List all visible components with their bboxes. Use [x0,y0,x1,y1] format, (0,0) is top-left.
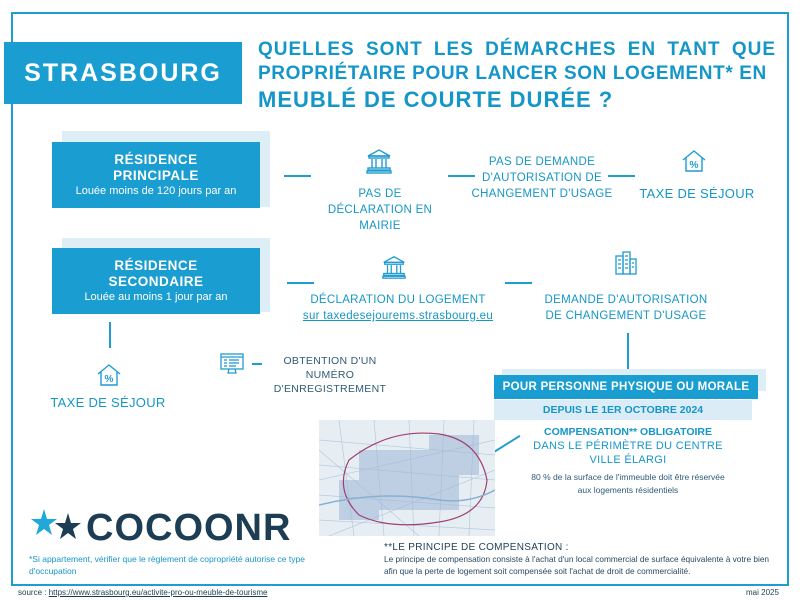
principale-step1: PAS DE DÉCLARATION EN MAIRIE [327,188,433,232]
computer-form-icon [219,352,245,376]
personne-bar: POUR PERSONNE PHYSIQUE OU MORALE [494,375,758,399]
connector [505,282,532,284]
principle-title: **LE PRINCIPE DE COMPENSATION : [384,542,569,553]
publication-date: mai 2025 [746,588,779,597]
buildings-icon [613,250,639,276]
principle-text: Le principe de compensation consiste à l'achat d'un local commercial de surface équivalente à votre bien afin que la perte de logement soit compensée soit l'achat de droit de commercialité. [384,554,770,576]
compensation-title: COMPENSATION** OBLIGATOIRE [543,426,712,438]
principale-box [52,142,260,208]
title-line-3: MEUBLÉ DE COURTE DURÉE ? [258,87,614,112]
secondaire-title: RÉSIDENCE SECONDAIRE [108,258,204,289]
compensation-block [528,425,728,497]
title-line-2: PROPRIÉTAIRE POUR LANCER SON LOGEMENT* EN [258,63,767,84]
house-percent-icon [96,362,122,388]
city-hall-icon [365,147,393,175]
principale-subtitle: Louée moins de 120 jours par an [75,185,237,197]
secondaire-declaration [296,292,500,324]
connector [608,175,635,177]
principale-step2: PAS DE DEMANDE D'AUTORISATION DE CHANGEMENT D'USAGE [471,156,613,200]
source-link[interactable]: https://www.strasbourg.eu/activite-pro-ou-meuble-de-tourisme [48,588,268,597]
house-percent-icon [681,148,707,174]
map-image [319,420,495,536]
secondaire-numero: OBTENTION D'UN NUMÉRO D'ENREGISTREMENT [273,355,387,395]
secondaire-taxe: TAXE DE SÉJOUR [50,395,166,410]
source-label: source : [18,588,49,597]
principle-block [384,541,774,577]
connector [287,282,314,284]
svg-text:%: % [689,160,699,171]
secondaire-box [52,248,260,314]
svg-text:%: % [104,374,114,385]
date-bar: DEPUIS LE 1ER OCTOBRE 2024 [494,400,752,420]
declaration-link[interactable]: sur taxedesejourems.strasbourg.eu [302,310,494,322]
city-badge [4,42,242,104]
title-line-1: QUELLES SONT LES DÉMARCHES EN TANT QUE [258,39,776,60]
connector [284,175,311,177]
principale-step3: TAXE DE SÉJOUR [639,186,755,201]
page-title [258,38,776,114]
compensation-zone: DANS LE PÉRIMÈTRE DU CENTRE VILLE ÉLARGI [533,440,723,466]
city-name: STRASBOURG [24,58,222,87]
source-line [18,588,267,597]
declaration-label: DÉCLARATION DU LOGEMENT [310,294,486,306]
secondaire-subtitle: Louée au moins 1 jour par an [84,291,228,303]
secondaire-autorisation: DEMANDE D'AUTORISATION DE CHANGEMENT D'USAGE [544,294,708,322]
footnote-copro: *Si appartement, vérifier que le règlement de copropriété autorise ce type d'occupation [29,554,305,576]
strasbourg-map [319,420,495,536]
logo-star-icon [30,505,86,545]
city-hall-icon [380,254,408,280]
brand-logo: COCOONR [86,507,292,549]
principale-title: RÉSIDENCE PRINCIPALE [113,152,199,183]
compensation-detail: 80 % de la surface de l'immeuble doit être réservée aux logements résidentiels [531,472,725,495]
connector-down [109,322,111,348]
